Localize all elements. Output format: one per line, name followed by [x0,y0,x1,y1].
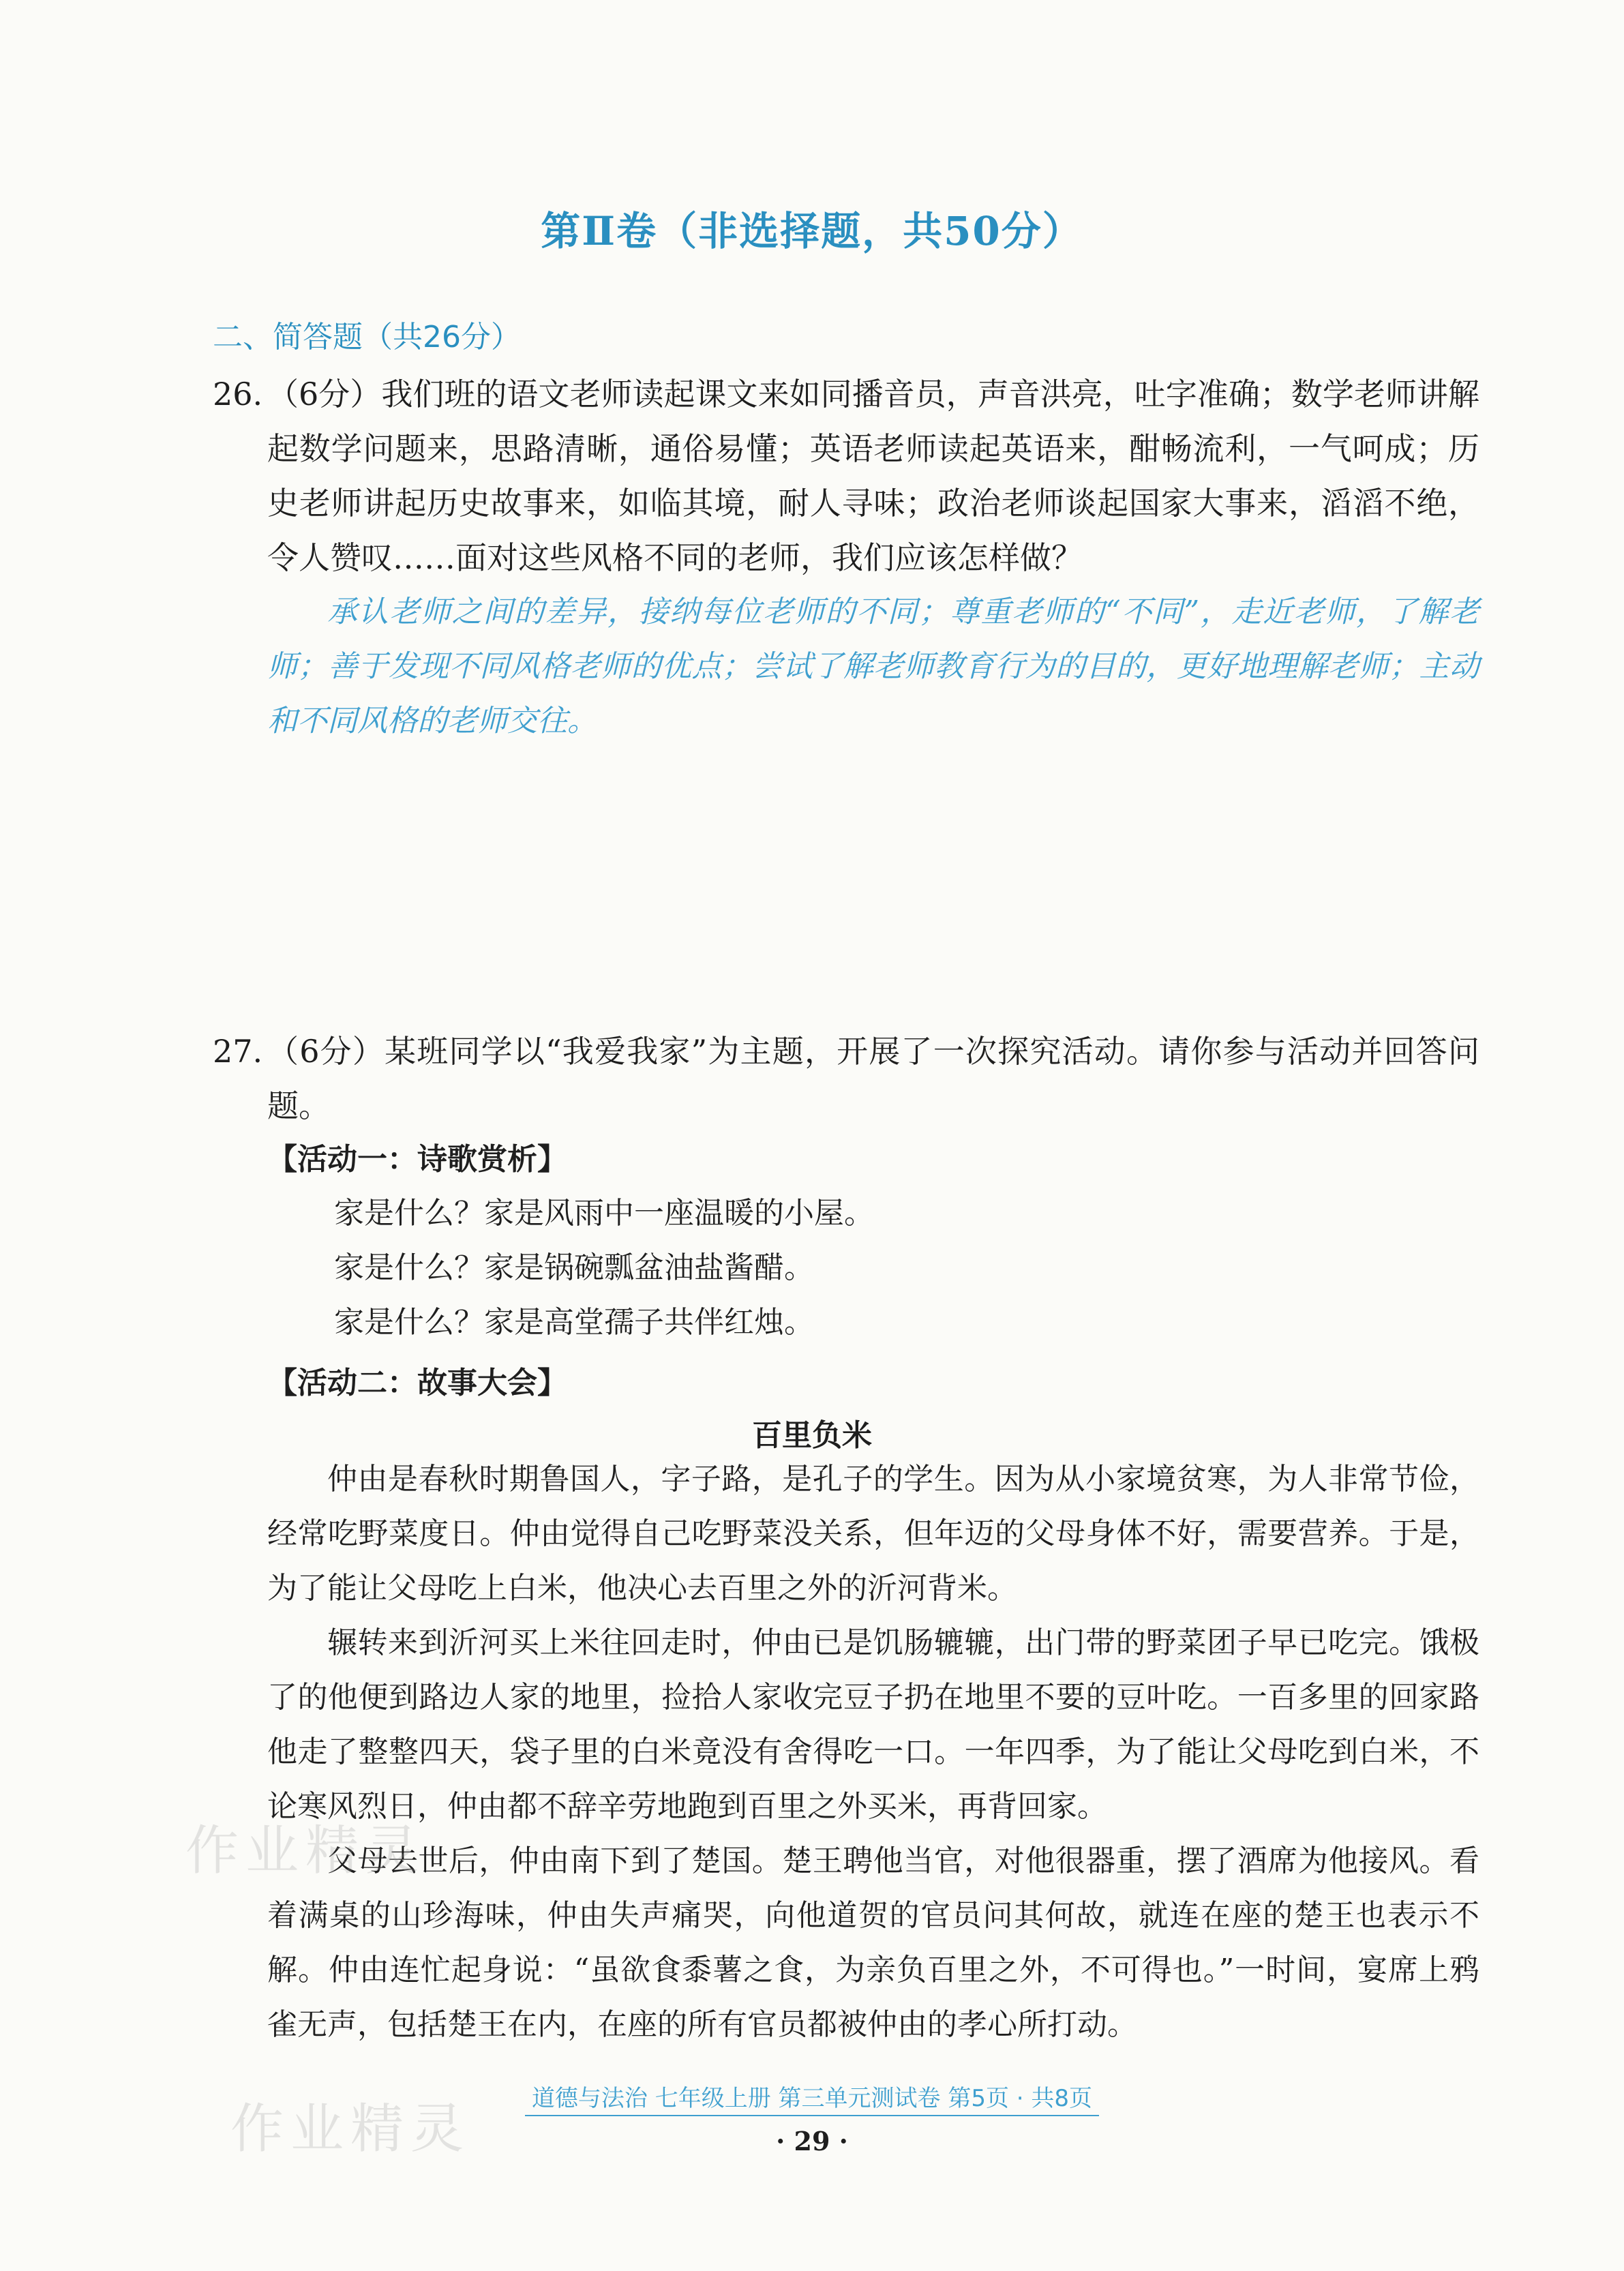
activity-1-heading: 【活动一：诗歌赏析】 [267,1142,567,1177]
question-26-text: （6分）我们班的语文老师读起课文来如同播音员，声音洪亮，吐字准确；数学老师讲解起数学问题来，思路清晰，通俗易懂；英语老师读起英语来，酣畅流利，一气呵成；历史老师讲起历史故事来，如临其境，耐人寻味；政治老师谈起国家大事来，滔滔不绝，令人赞叹……面对这些风格不同的老师，我们应该怎样做？ [267,376,1479,576]
poem-line: 家是什么？家是锅碗瓢盆油盐酱醋。 [334,1250,814,1285]
page-title: 第Ⅱ卷（非选择题，共50分） [541,208,1083,254]
page-number: · 29 · [776,2126,848,2156]
story-title: 百里负米 [752,1418,872,1453]
story-paragraph: 辗转来到沂河买上米往回走时，仲由已是饥肠辘辘，出门带的野菜团子早已吃完。饿极了的他便到路边人家的地里，捡拾人家收完豆子扔在地里不要的豆叶吃。一百多里的回家路他走了整整四天，袋子里的白米竟没有舍得吃一口。一年四季，为了能让父母吃到白米，不论寒风烈日，仲由都不辞辛劳地跑到百里之外买米，再背回家。 [267,1625,1479,1824]
activity-2-heading: 【活动二：故事大会】 [267,1366,567,1400]
poem-line: 家是什么？家是高堂孺子共伴红烛。 [334,1305,814,1340]
question-26-answer: 承认老师之间的差异，接纳每位老师的不同；尊重老师的“不同”，走近老师，了解老师；善于发现不同风格老师的优点；尝试了解老师教育行为的目的，更好地理解老师；主动和不同风格的老师交往。 [267,595,1479,738]
footer-info: 道德与法治 七年级上册 第三单元测试卷 第5页 · 共8页 [525,2085,1099,2116]
story-body [267,1452,1479,2052]
poem-line: 家是什么？家是风雨中一座温暖的小屋。 [334,1196,874,1231]
watermark: 作业精灵 [230,2099,471,2160]
watermark: 作业精灵 [185,1820,426,1882]
section-heading: 二、简答题（共26分） [213,320,521,355]
question-26-number: 26. [213,376,263,412]
question-27-number: 27. [213,1033,263,1070]
question-27-text: （6分）某班同学以“我爱我家”为主题，开展了一次探究活动。请你参与活动并回答问题。 [267,1033,1479,1124]
story-paragraph: 父母去世后，仲由南下到了楚国。楚王聘他当官，对他很器重，摆了酒席为他接风。看着满桌的山珍海味，仲由失声痛哭，向他道贺的官员问其何故，就连在座的楚王也表示不解。仲由连忙起身说：“虽欲食黍薯之食，为亲负百里之外，不可得也。”一时间，宴席上鸦雀无声，包括楚王在内，在座的所有官员都被仲由的孝心所打动。 [267,1844,1479,2042]
story-paragraph: 仲由是春秋时期鲁国人，字子路，是孔子的学生。因为从小家境贫寒，为人非常节俭，经常吃野菜度日。仲由觉得自己吃野菜没关系，但年迈的父母身体不好，需要营养。于是，为了能让父母吃上白米，他决心去百里之外的沂河背米。 [267,1462,1479,1606]
